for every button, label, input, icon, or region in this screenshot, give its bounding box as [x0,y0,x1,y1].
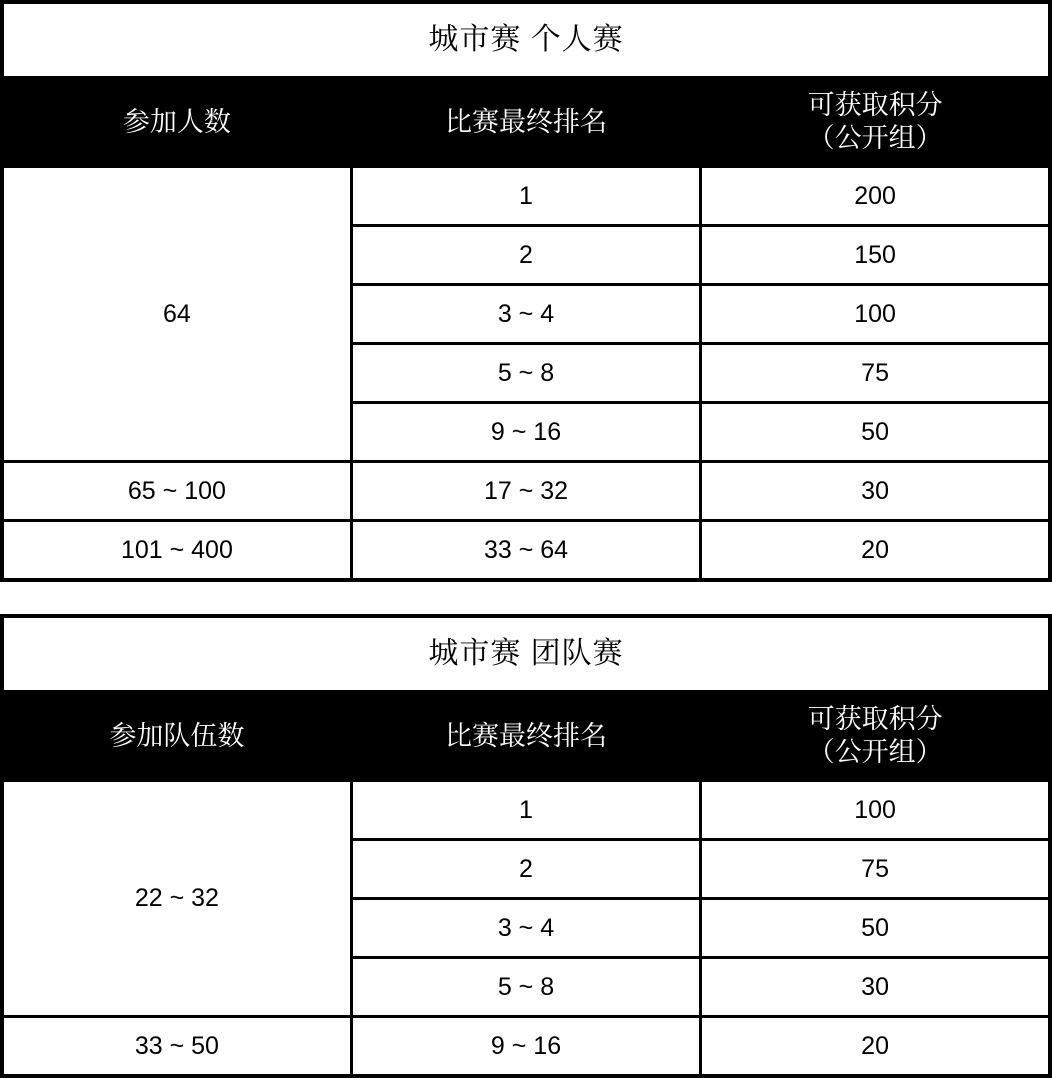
participants-cell: 33 ~ 50 [2,1017,351,1077]
rank-cell: 33 ~ 64 [351,521,700,581]
points-cell: 20 [701,1017,1050,1077]
header-participants: 参加队伍数 [2,692,351,781]
header-points-line1: 可获取积分 [807,704,943,735]
header-points-line2: （公开组） [807,123,943,153]
table-row [2,167,1050,226]
table-row [2,462,1050,521]
table-row [2,521,1050,581]
rank-cell: 1 [351,167,700,226]
rank-cell: 5 ~ 8 [351,344,700,403]
header-points [701,692,1050,781]
points-cell: 150 [701,226,1050,285]
rank-cell: 2 [351,840,700,899]
rank-cell: 1 [351,781,700,840]
team-score-table [0,614,1052,1078]
participants-cell: 22 ~ 32 [2,781,351,1017]
team-table-block [0,614,1052,1078]
participants-cell: 65 ~ 100 [2,462,351,521]
table-title: 城市赛 个人赛 [2,2,1050,78]
points-cell: 30 [701,958,1050,1017]
table-gap [0,582,1052,614]
table-row [2,1017,1050,1077]
rank-cell: 17 ~ 32 [351,462,700,521]
table-row [2,781,1050,840]
rank-cell: 2 [351,226,700,285]
header-points-line1: 可获取积分 [807,90,943,121]
header-rank: 比赛最终排名 [351,78,700,167]
rank-cell: 3 ~ 4 [351,285,700,344]
rank-cell: 3 ~ 4 [351,899,700,958]
rank-cell: 9 ~ 16 [351,403,700,462]
header-participants: 参加人数 [2,78,351,167]
header-points-line2: （公开组） [807,737,943,767]
header-points [701,78,1050,167]
participants-cell: 101 ~ 400 [2,521,351,581]
header-row [2,78,1050,167]
points-cell: 50 [701,403,1050,462]
points-cell: 75 [701,344,1050,403]
rank-cell: 5 ~ 8 [351,958,700,1017]
points-cell: 100 [701,285,1050,344]
rank-cell: 9 ~ 16 [351,1017,700,1077]
points-cell: 20 [701,521,1050,581]
table-title: 城市赛 团队赛 [2,616,1050,692]
participants-cell: 64 [2,167,351,462]
points-cell: 50 [701,899,1050,958]
points-cell: 75 [701,840,1050,899]
points-cell: 30 [701,462,1050,521]
title-row [2,616,1050,692]
header-row [2,692,1050,781]
points-cell: 100 [701,781,1050,840]
points-cell: 200 [701,167,1050,226]
title-row [2,2,1050,78]
header-rank: 比赛最终排名 [351,692,700,781]
